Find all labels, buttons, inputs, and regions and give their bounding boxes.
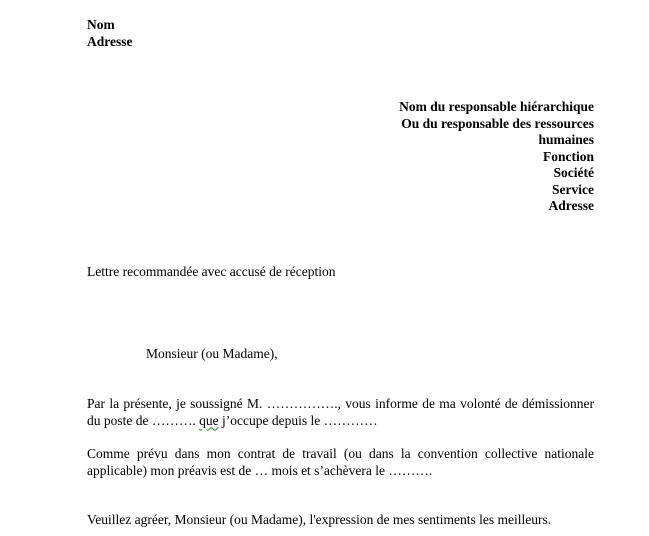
recipient-company: Société <box>553 165 594 180</box>
sender-name: Nom <box>87 17 115 32</box>
recipient-line: humaines <box>538 132 594 147</box>
notice-period-paragraph: Comme prévu dans mon contrat de travail (ou dans la convention collective nationale applicable) mon préavis est de … mois et s’achèvera le ………. <box>87 446 594 478</box>
recipient-service: Service <box>552 181 594 197</box>
recipient-block <box>334 99 594 215</box>
paragraph-text: j’occupe depuis le ………… <box>218 412 378 428</box>
resignation-paragraph <box>87 396 594 429</box>
sender-address: Adresse <box>87 33 133 49</box>
salutation: Monsieur (ou Madame), <box>146 346 278 361</box>
recipient-function: Fonction <box>542 148 594 164</box>
recipient-address: Adresse <box>548 198 594 213</box>
paragraph-text: Par la présente, je soussigné M. ……………., vous informe de ma volonté de démissionner du poste de ………. <box>87 396 594 428</box>
spellcheck-flagged-word[interactable]: que <box>199 412 219 428</box>
delivery-mode: Lettre recommandée avec accusé de réception <box>87 264 336 279</box>
recipient-line: Ou du responsable des ressources <box>401 115 594 131</box>
recipient-line: Nom du responsable hiérarchique <box>399 99 594 114</box>
sender-block <box>87 17 133 50</box>
closing-formula: Veuillez agréer, Monsieur (ou Madame), l'expression de mes sentiments les meilleurs. <box>87 512 552 527</box>
